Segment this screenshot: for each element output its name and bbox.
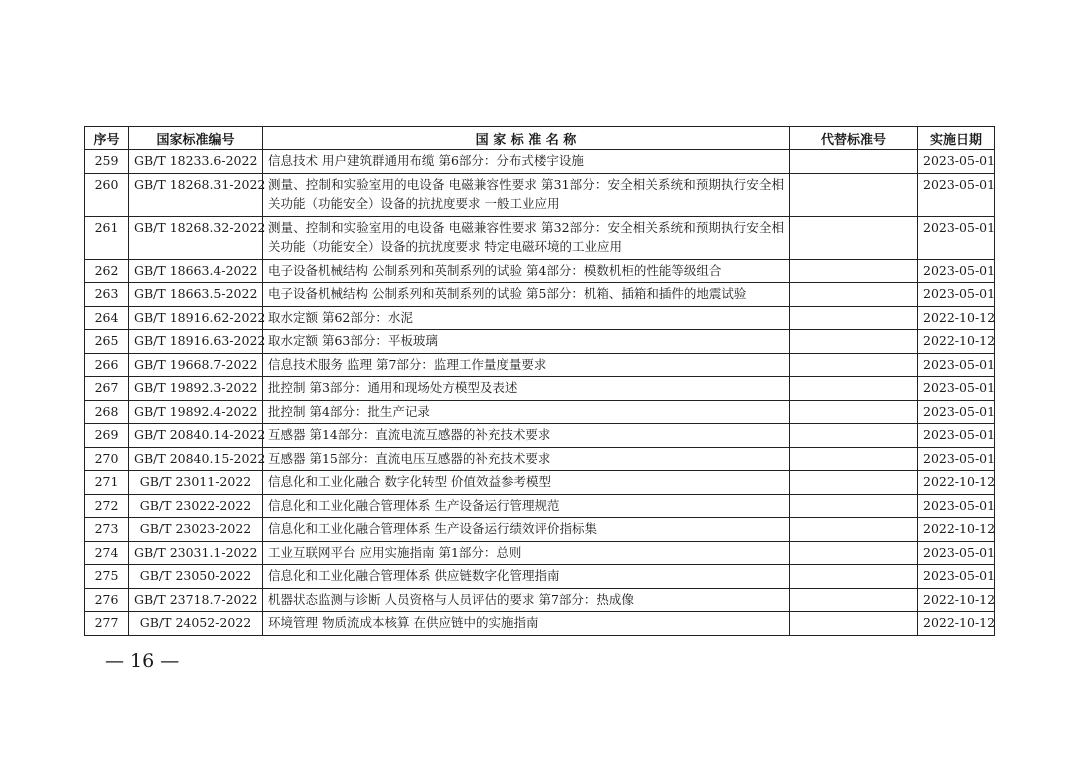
cell-serial-number: 260 [85, 173, 129, 216]
cell-standard-name: 信息化和工业化融合管理体系 生产设备运行管理规范 [263, 494, 790, 518]
table-row [85, 565, 995, 589]
cell-replaced-standard [790, 400, 918, 424]
cell-standard-name: 批控制 第4部分：批生产记录 [263, 400, 790, 424]
header-serial-number: 序号 [85, 127, 129, 150]
cell-serial-number: 266 [85, 353, 129, 377]
cell-replaced-standard [790, 377, 918, 401]
cell-replaced-standard [790, 283, 918, 307]
cell-standard-code: GB/T 18916.63-2022 [129, 330, 263, 354]
cell-serial-number: 259 [85, 150, 129, 174]
cell-standard-name: 信息化和工业化融合 数字化转型 价值效益参考模型 [263, 471, 790, 495]
cell-replaced-standard [790, 471, 918, 495]
cell-replaced-standard [790, 541, 918, 565]
cell-standard-name: 取水定额 第63部分：平板玻璃 [263, 330, 790, 354]
cell-serial-number: 261 [85, 216, 129, 259]
cell-standard-name: 电子设备机械结构 公制系列和英制系列的试验 第4部分：模数机柜的性能等级组合 [263, 259, 790, 283]
cell-serial-number: 267 [85, 377, 129, 401]
cell-standard-name: 机器状态监测与诊断 人员资格与人员评估的要求 第7部分：热成像 [263, 588, 790, 612]
cell-serial-number: 264 [85, 306, 129, 330]
table-row [85, 471, 995, 495]
cell-serial-number: 276 [85, 588, 129, 612]
cell-implementation-date: 2023-05-01 [918, 173, 995, 216]
cell-standard-name: 工业互联网平台 应用实施指南 第1部分：总则 [263, 541, 790, 565]
cell-standard-code: GB/T 24052-2022 [129, 612, 263, 636]
cell-serial-number: 275 [85, 565, 129, 589]
cell-implementation-date: 2023-05-01 [918, 353, 995, 377]
cell-standard-name: 信息技术服务 监理 第7部分：监理工作量度量要求 [263, 353, 790, 377]
cell-implementation-date: 2023-05-01 [918, 283, 995, 307]
cell-implementation-date: 2023-05-01 [918, 565, 995, 589]
cell-standard-code: GB/T 18268.32-2022 [129, 216, 263, 259]
cell-serial-number: 262 [85, 259, 129, 283]
table-row [85, 330, 995, 354]
cell-replaced-standard [790, 330, 918, 354]
cell-standard-name: 测量、控制和实验室用的电设备 电磁兼容性要求 第32部分：安全相关系统和预期执行安全相关功能（功能安全）设备的抗扰度要求 特定电磁环境的工业应用 [263, 216, 790, 259]
cell-implementation-date: 2023-05-01 [918, 424, 995, 448]
cell-serial-number: 277 [85, 612, 129, 636]
cell-replaced-standard [790, 173, 918, 216]
cell-implementation-date: 2022-10-12 [918, 306, 995, 330]
table-row [85, 283, 995, 307]
cell-replaced-standard [790, 216, 918, 259]
cell-standard-code: GB/T 23031.1-2022 [129, 541, 263, 565]
table-row [85, 173, 995, 216]
header-standard-name: 国 家 标 准 名 称 [263, 127, 790, 150]
table-header-row [85, 127, 995, 150]
table-row [85, 216, 995, 259]
cell-serial-number: 268 [85, 400, 129, 424]
cell-standard-name: 互感器 第14部分：直流电流互感器的补充技术要求 [263, 424, 790, 448]
cell-standard-name: 信息化和工业化融合管理体系 供应链数字化管理指南 [263, 565, 790, 589]
cell-implementation-date: 2022-10-12 [918, 471, 995, 495]
cell-standard-code: GB/T 18663.5-2022 [129, 283, 263, 307]
cell-standard-code: GB/T 23022-2022 [129, 494, 263, 518]
cell-serial-number: 265 [85, 330, 129, 354]
header-standard-code: 国家标准编号 [129, 127, 263, 150]
cell-replaced-standard [790, 565, 918, 589]
cell-serial-number: 269 [85, 424, 129, 448]
cell-replaced-standard [790, 494, 918, 518]
cell-standard-code: GB/T 18916.62-2022 [129, 306, 263, 330]
table-row [85, 306, 995, 330]
table-row [85, 588, 995, 612]
cell-implementation-date: 2023-05-01 [918, 400, 995, 424]
cell-implementation-date: 2023-05-01 [918, 259, 995, 283]
cell-standard-name: 电子设备机械结构 公制系列和英制系列的试验 第5部分：机箱、插箱和插件的地震试验 [263, 283, 790, 307]
cell-implementation-date: 2023-05-01 [918, 494, 995, 518]
cell-replaced-standard [790, 353, 918, 377]
cell-standard-code: GB/T 18268.31-2022 [129, 173, 263, 216]
cell-serial-number: 273 [85, 518, 129, 542]
cell-standard-code: GB/T 19668.7-2022 [129, 353, 263, 377]
table-row [85, 612, 995, 636]
page-number: — 16 — [105, 650, 180, 672]
cell-standard-code: GB/T 23718.7-2022 [129, 588, 263, 612]
cell-replaced-standard [790, 588, 918, 612]
cell-standard-code: GB/T 23050-2022 [129, 565, 263, 589]
cell-replaced-standard [790, 518, 918, 542]
cell-replaced-standard [790, 150, 918, 174]
cell-standard-code: GB/T 18233.6-2022 [129, 150, 263, 174]
cell-implementation-date: 2022-10-12 [918, 612, 995, 636]
cell-standard-code: GB/T 23023-2022 [129, 518, 263, 542]
cell-replaced-standard [790, 306, 918, 330]
cell-replaced-standard [790, 259, 918, 283]
cell-serial-number: 271 [85, 471, 129, 495]
table-row [85, 377, 995, 401]
standards-table [84, 126, 995, 636]
cell-standard-name: 互感器 第15部分：直流电压互感器的补充技术要求 [263, 447, 790, 471]
cell-implementation-date: 2023-05-01 [918, 150, 995, 174]
cell-standard-code: GB/T 20840.14-2022 [129, 424, 263, 448]
cell-implementation-date: 2022-10-12 [918, 588, 995, 612]
cell-replaced-standard [790, 447, 918, 471]
table-row [85, 353, 995, 377]
table-row [85, 541, 995, 565]
cell-standard-name: 信息技术 用户建筑群通用布缆 第6部分：分布式楼宇设施 [263, 150, 790, 174]
cell-serial-number: 272 [85, 494, 129, 518]
cell-standard-code: GB/T 20840.15-2022 [129, 447, 263, 471]
header-replaced-standard: 代替标准号 [790, 127, 918, 150]
cell-replaced-standard [790, 612, 918, 636]
table-row [85, 494, 995, 518]
cell-implementation-date: 2023-05-01 [918, 377, 995, 401]
cell-standard-name: 信息化和工业化融合管理体系 生产设备运行绩效评价指标集 [263, 518, 790, 542]
cell-standard-name: 环境管理 物质流成本核算 在供应链中的实施指南 [263, 612, 790, 636]
cell-standard-name: 取水定额 第62部分：水泥 [263, 306, 790, 330]
cell-serial-number: 263 [85, 283, 129, 307]
cell-serial-number: 270 [85, 447, 129, 471]
table-row [85, 424, 995, 448]
cell-implementation-date: 2022-10-12 [918, 518, 995, 542]
cell-serial-number: 274 [85, 541, 129, 565]
cell-implementation-date: 2022-10-12 [918, 330, 995, 354]
cell-implementation-date: 2023-05-01 [918, 447, 995, 471]
table-row [85, 447, 995, 471]
table-row [85, 259, 995, 283]
cell-standard-code: GB/T 19892.3-2022 [129, 377, 263, 401]
cell-standard-name: 测量、控制和实验室用的电设备 电磁兼容性要求 第31部分：安全相关系统和预期执行安全相关功能（功能安全）设备的抗扰度要求 一般工业应用 [263, 173, 790, 216]
cell-standard-name: 批控制 第3部分：通用和现场处方模型及表述 [263, 377, 790, 401]
cell-standard-code: GB/T 23011-2022 [129, 471, 263, 495]
header-implementation-date: 实施日期 [918, 127, 995, 150]
cell-standard-code: GB/T 18663.4-2022 [129, 259, 263, 283]
table-row [85, 400, 995, 424]
cell-implementation-date: 2023-05-01 [918, 216, 995, 259]
table-row [85, 518, 995, 542]
cell-replaced-standard [790, 424, 918, 448]
table-row [85, 150, 995, 174]
cell-standard-code: GB/T 19892.4-2022 [129, 400, 263, 424]
cell-implementation-date: 2023-05-01 [918, 541, 995, 565]
table-body [85, 150, 995, 636]
